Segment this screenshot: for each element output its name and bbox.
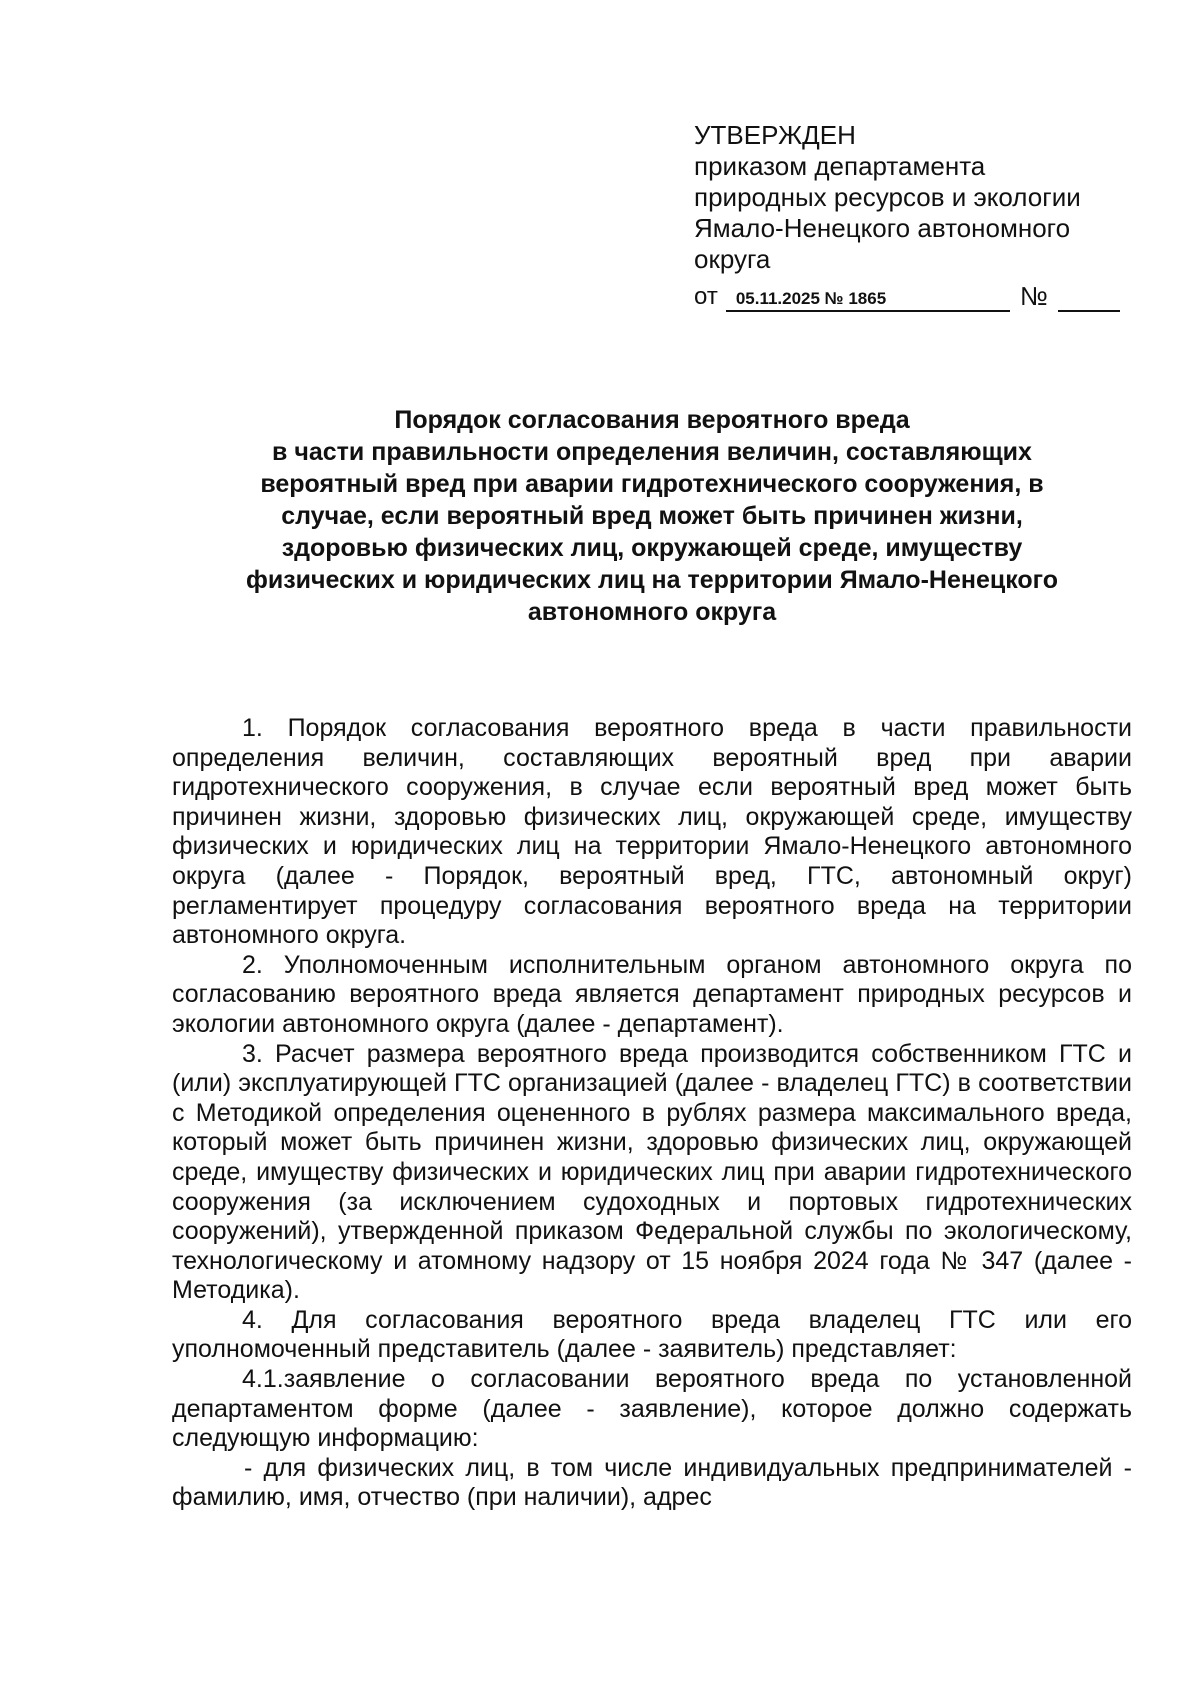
title-line: Порядок согласования вероятного вреда [394,406,910,434]
paragraph-4: 4. Для согласования вероятного вреда владелец ГТС или его уполномоченный представитель (далее - заявитель) представляет: [172,1305,1132,1364]
approval-line-4: округа [694,244,771,274]
approval-stamp [694,120,1134,312]
paragraph-1: 1. Порядок согласования вероятного вреда в части правильности определения величин, составляющих вероятный вред при аварии гидротехнического сооружения, в случае если вероятный вред может быть причинен жизни, здоровью физических лиц, окружающей среде, имуществу физических и юридических лиц на территории Ямало-Ненецкого автономного округа (далее - Порядок, вероятный вред, ГТС, автономный округ) регламентирует процедуру согласования вероятного вреда на территории автономного округа. [172,714,1132,950]
title-line: автономного округа [527,598,777,626]
approval-line-2: природных ресурсов и экологии [694,182,1081,212]
title-line: вероятный вред при аварии гидротехнического сооружения, в [260,470,1044,498]
approval-heading: УТВЕРЖДЕН [694,120,856,150]
title-line: случае, если вероятный вред может быть причинен жизни, [281,502,1023,530]
number-sign: № [1019,281,1048,311]
list-item-individuals: - для физических лиц, в том числе индивидуальных предпринимателей - фамилию, имя, отчество (при наличии), адрес [172,1453,1132,1512]
approval-line-1: приказом департамента [694,151,986,181]
order-reference [694,281,1134,312]
document-body [172,714,1132,1513]
paragraph-3: 3. Расчет размера вероятного вреда производится собственником ГТС и (или) эксплуатирующей ГТС организацией (далее - владелец ГТС) в соответствии с Методикой определения оцененного в рублях размера максимального вреда, который может быть причинен жизни, здоровью физических лиц, окружающей среде, имуществу физических и юридических лиц при аварии гидротехнического сооружения (за исключением судоходных и портовых гидротехнических сооружений), утвержденной приказом Федеральной службы по экологическому, технологическому и атомному надзору от 15 ноября 2024 года № 347 (далее - Методика). [172,1039,1132,1305]
order-date-number: 05.11.2025 № 1865 [726,288,1010,312]
title-line: в части правильности определения величин, составляющих [272,438,1032,466]
title-line: здоровью физических лиц, окружающей среде, имуществу [281,534,1023,562]
paragraph-4-1: 4.1.заявление о согласовании вероятного вреда по установленной департаментом форме (далее - заявление), которое должно содержать следующую информацию: [172,1365,1132,1453]
paragraph-2: 2. Уполномоченным исполнительным органом автономного округа по согласованию вероятного вреда является департамент природных ресурсов и экологии автономного округа (далее - департамент). [172,950,1132,1038]
order-prefix: от [694,283,718,310]
approval-line-3: Ямало-Ненецкого автономного [694,213,1071,243]
number-blank-line [1058,288,1120,312]
title-line: физических и юридических лиц на территории Ямало-Ненецкого [245,566,1059,594]
document-title [172,404,1132,628]
